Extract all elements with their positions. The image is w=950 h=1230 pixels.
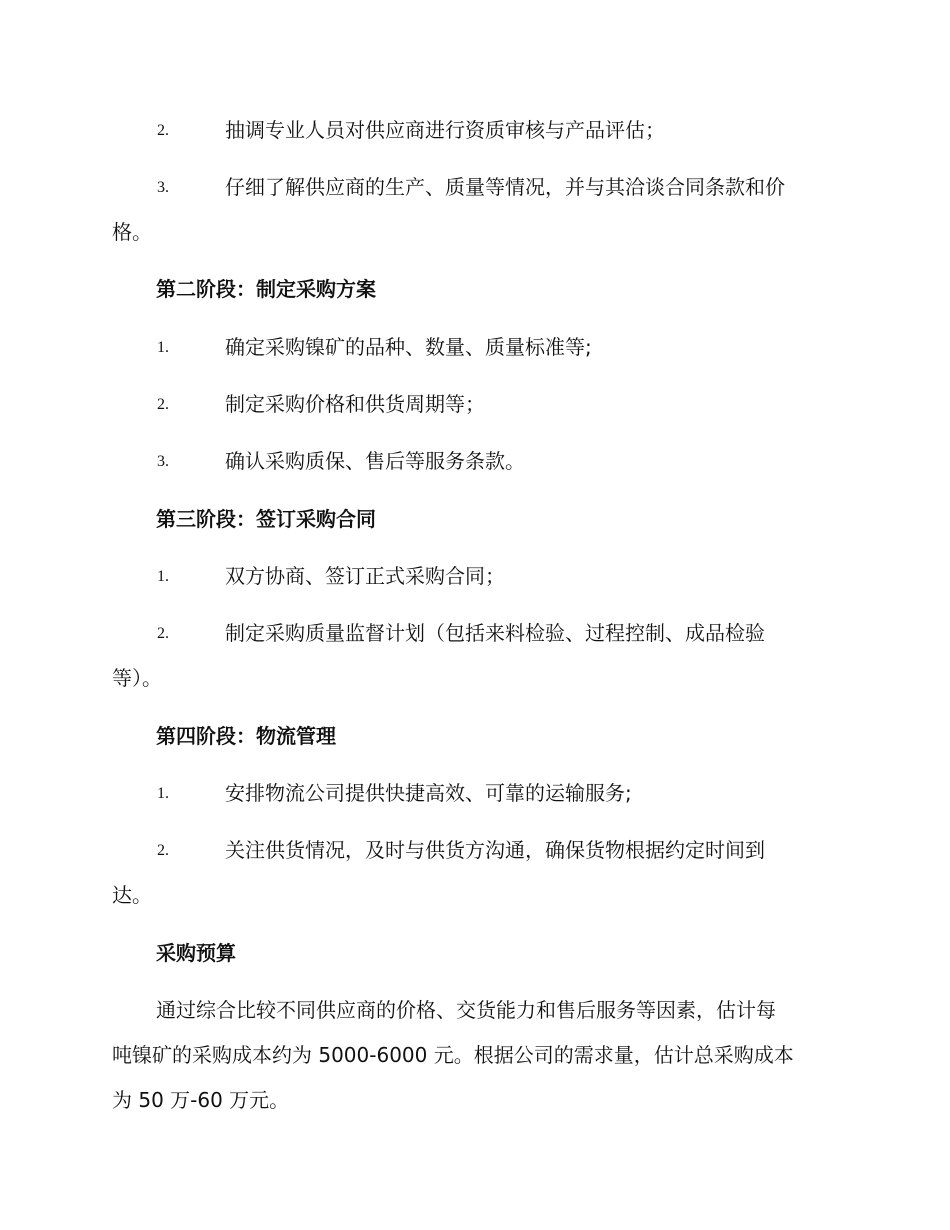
paragraph-text: 通过综合比较不同供应商的价格、交货能力和售后服务等因素，估计每 bbox=[156, 998, 776, 1022]
list-text: 双方协商、签订正式采购合同； bbox=[225, 564, 505, 588]
list-text: 确认采购质保、售后等服务条款。 bbox=[225, 449, 525, 473]
list-number: 1. bbox=[157, 785, 169, 802]
list-number: 3. bbox=[157, 179, 169, 196]
list-text: 仔细了解供应商的生产、质量等情况，并与其洽谈合同条款和价 bbox=[225, 175, 785, 199]
paragraph-text: 吨镍矿的采购成本约为 5000-6000 元。根据公司的需求量，估计总采购成本 bbox=[112, 1043, 794, 1067]
list-text: 制定采购价格和供货周期等； bbox=[225, 392, 485, 416]
list-text: 安排物流公司提供快捷高效、可靠的运输服务; bbox=[225, 781, 632, 805]
list-number: 2. bbox=[157, 122, 169, 139]
list-text: 确定采购镍矿的品种、数量、质量标准等; bbox=[225, 335, 592, 359]
list-text-continuation: 达。 bbox=[112, 883, 152, 907]
section-heading-text: 第二阶段：制定采购方案 bbox=[156, 277, 376, 301]
list-number: 2. bbox=[157, 842, 169, 859]
paragraph-text: 为 50 万-60 万元。 bbox=[112, 1088, 290, 1112]
list-number: 1. bbox=[157, 568, 169, 585]
list-number: 2. bbox=[157, 625, 169, 642]
list-number: 2. bbox=[157, 396, 169, 413]
list-text: 关注供货情况，及时与供货方沟通，确保货物根据约定时间到 bbox=[225, 838, 765, 862]
section-heading-text: 第三阶段：签订采购合同 bbox=[156, 507, 376, 531]
list-number: 1. bbox=[157, 339, 169, 356]
list-text-continuation: 等）。 bbox=[112, 666, 162, 690]
list-text: 抽调专业人员对供应商进行资质审核与产品评估； bbox=[225, 118, 665, 142]
list-text: 制定采购质量监督计划（包括来料检验、过程控制、成品检验 bbox=[225, 621, 765, 645]
list-number: 3. bbox=[157, 453, 169, 470]
section-heading-text: 采购预算 bbox=[156, 941, 236, 965]
list-text-continuation: 格。 bbox=[112, 220, 152, 244]
section-heading-text: 第四阶段：物流管理 bbox=[156, 724, 336, 748]
